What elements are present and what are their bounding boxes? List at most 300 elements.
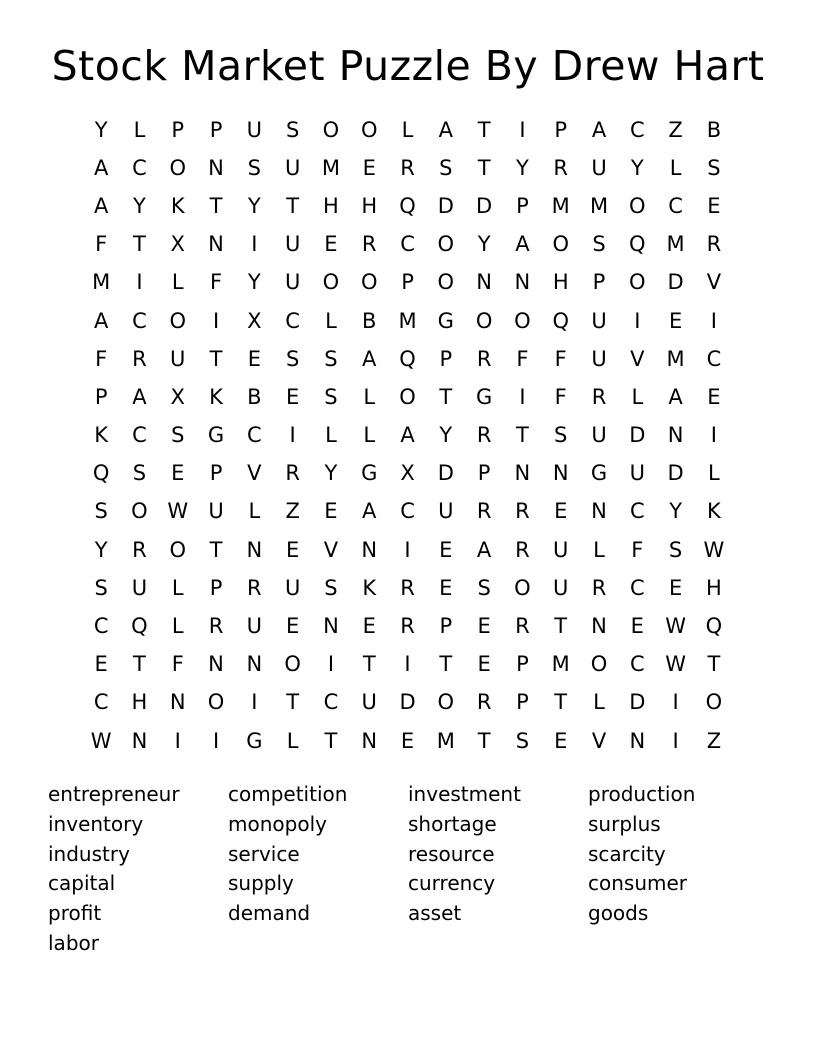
grid-cell[interactable]: S (94, 575, 108, 600)
grid-cell[interactable]: I (327, 652, 335, 677)
grid-cell[interactable]: Q (705, 614, 723, 639)
grid-cell[interactable]: O (169, 537, 186, 562)
grid-cell[interactable]: O (399, 384, 416, 409)
grid-cell[interactable]: H (706, 575, 722, 600)
grid-cell[interactable]: H (552, 270, 569, 295)
grid-cell[interactable]: A (93, 193, 109, 218)
grid-cell[interactable]: E (554, 728, 568, 753)
grid-cell[interactable]: O (169, 308, 186, 333)
grid-cell[interactable]: A (132, 384, 147, 409)
grid-cell[interactable]: R (706, 232, 722, 257)
grid-cell[interactable]: K (362, 575, 377, 600)
grid-cell[interactable]: S (285, 117, 300, 142)
grid-cell[interactable]: E (324, 499, 338, 524)
grid-cell[interactable]: M (398, 308, 417, 333)
grid-cell[interactable]: O (322, 117, 340, 142)
grid-cell[interactable]: R (515, 614, 530, 639)
grid-cell[interactable]: I (289, 423, 296, 448)
grid-cell[interactable]: I (519, 384, 526, 409)
grid-cell[interactable]: V (630, 346, 645, 371)
grid-cell[interactable]: R (476, 423, 492, 448)
grid-cell[interactable]: B (362, 308, 377, 333)
grid-cell[interactable]: W (665, 614, 686, 639)
grid-cell[interactable]: U (591, 346, 607, 371)
grid-cell[interactable]: Y (630, 155, 644, 180)
grid-cell[interactable]: E (477, 614, 491, 639)
grid-cell[interactable]: Y (94, 117, 108, 142)
grid-cell[interactable]: P (209, 461, 223, 486)
grid-cell[interactable]: P (439, 614, 453, 639)
grid-cell[interactable]: T (554, 690, 568, 715)
grid-cell[interactable]: A (668, 384, 683, 409)
grid-cell[interactable]: P (94, 384, 108, 409)
grid-cell[interactable]: U (284, 232, 301, 257)
grid-cell[interactable]: Q (629, 232, 646, 257)
grid-cell[interactable]: M (321, 155, 340, 180)
grid-cell[interactable]: T (439, 384, 453, 409)
grid-cell[interactable]: E (400, 728, 415, 753)
grid-cell[interactable]: W (90, 728, 112, 753)
grid-cell[interactable]: R (476, 346, 492, 371)
grid-cell[interactable]: E (630, 614, 644, 639)
grid-cell[interactable]: T (439, 652, 453, 677)
grid-cell[interactable]: S (592, 232, 606, 257)
grid-cell[interactable]: I (672, 690, 679, 715)
grid-cell[interactable]: I (519, 117, 526, 142)
grid-cell[interactable]: N (361, 728, 378, 753)
grid-cell[interactable]: O (360, 270, 378, 295)
grid-cell[interactable]: C (132, 308, 147, 333)
grid-cell[interactable]: U (246, 117, 263, 142)
grid-cell[interactable]: P (171, 117, 185, 142)
grid-cell[interactable]: T (477, 728, 491, 753)
grid-cell[interactable]: A (400, 423, 415, 448)
grid-cell[interactable]: S (247, 155, 261, 180)
grid-cell[interactable]: Q (131, 614, 148, 639)
grid-cell[interactable]: I (212, 728, 220, 753)
grid-cell[interactable]: Y (669, 499, 683, 524)
grid-cell[interactable]: F (516, 346, 529, 371)
grid-cell[interactable]: L (325, 423, 337, 448)
grid-cell[interactable]: O (360, 117, 378, 142)
grid-cell[interactable]: N (629, 728, 646, 753)
grid-cell[interactable]: Z (668, 117, 683, 142)
grid-cell[interactable]: E (554, 499, 568, 524)
grid-cell[interactable]: E (285, 537, 300, 562)
grid-cell[interactable]: P (554, 117, 568, 142)
grid-cell[interactable]: N (246, 537, 263, 562)
grid-cell[interactable]: S (554, 423, 568, 448)
grid-cell[interactable]: S (324, 384, 338, 409)
grid-cell[interactable]: A (591, 117, 607, 142)
grid-cell[interactable]: Y (516, 155, 529, 180)
grid-cell[interactable]: S (94, 499, 108, 524)
grid-cell[interactable]: M (666, 346, 685, 371)
grid-cell[interactable]: G (475, 384, 493, 409)
grid-cell[interactable]: L (631, 384, 644, 409)
grid-cell[interactable]: D (437, 193, 454, 218)
grid-cell[interactable]: N (591, 614, 607, 639)
grid-cell[interactable]: R (361, 232, 377, 257)
grid-cell[interactable]: C (706, 346, 722, 371)
grid-cell[interactable]: C (400, 232, 415, 257)
grid-cell[interactable]: N (208, 652, 224, 677)
grid-cell[interactable]: O (322, 270, 340, 295)
grid-cell[interactable]: K (209, 384, 223, 409)
grid-cell[interactable]: L (248, 499, 261, 524)
grid-cell[interactable]: C (285, 308, 300, 333)
grid-cell[interactable]: I (634, 308, 641, 333)
grid-cell[interactable]: T (477, 155, 491, 180)
grid-cell[interactable]: T (209, 193, 223, 218)
word-bank-item: inventory (48, 811, 144, 836)
grid-cell[interactable]: P (516, 652, 529, 677)
grid-cell[interactable]: E (477, 652, 491, 677)
word-bank-item: service (228, 841, 300, 866)
grid-cell[interactable]: M (666, 232, 685, 257)
grid-cell[interactable]: I (404, 652, 411, 677)
grid-cell[interactable]: P (516, 193, 529, 218)
grid-cell[interactable]: R (285, 461, 300, 486)
grid-cell[interactable]: Q (92, 461, 110, 486)
grid-cell[interactable]: F (554, 384, 567, 409)
grid-cell[interactable]: L (171, 270, 184, 295)
grid-cell[interactable]: T (286, 690, 300, 715)
grid-cell[interactable]: R (591, 575, 607, 600)
grid-cell[interactable]: O (514, 308, 531, 333)
grid-cell[interactable]: T (554, 614, 568, 639)
grid-cell[interactable]: N (591, 499, 607, 524)
grid-cell[interactable]: G (246, 728, 263, 753)
grid-cell[interactable]: S (285, 346, 300, 371)
grid-cell[interactable]: T (133, 232, 146, 257)
grid-cell[interactable]: E (247, 346, 261, 371)
grid-cell[interactable]: W (167, 499, 189, 524)
grid-cell[interactable]: Y (439, 423, 453, 448)
grid-cell[interactable]: L (401, 117, 414, 142)
grid-cell[interactable]: O (552, 232, 569, 257)
grid-cell[interactable]: A (438, 117, 453, 142)
grid-cell[interactable]: O (475, 308, 493, 333)
grid-cell[interactable]: D (629, 690, 646, 715)
grid-cell[interactable]: V (323, 537, 339, 562)
grid-cell[interactable]: A (362, 499, 377, 524)
grid-cell[interactable]: N (208, 232, 224, 257)
grid-cell[interactable]: P (439, 346, 453, 371)
grid-cell[interactable]: P (209, 575, 223, 600)
grid-cell[interactable]: M (436, 728, 455, 753)
grid-cell[interactable]: T (324, 728, 338, 753)
grid-cell[interactable]: O (131, 499, 148, 524)
word-bank-item: shortage (408, 811, 497, 836)
grid-cell[interactable]: R (132, 346, 147, 371)
grid-cell[interactable]: R (400, 614, 415, 639)
letter-grid (82, 111, 733, 760)
grid-cell[interactable]: Q (399, 193, 416, 218)
grid-cell[interactable]: S (132, 461, 147, 486)
grid-cell[interactable]: T (209, 537, 223, 562)
grid-cell[interactable]: S (668, 537, 683, 562)
grid-cell[interactable]: O (590, 652, 608, 677)
grid-cell[interactable]: U (438, 499, 454, 524)
grid-cell[interactable]: I (404, 537, 411, 562)
grid-cell[interactable]: K (707, 499, 721, 524)
grid-cell[interactable]: H (361, 193, 378, 218)
grid-cell[interactable]: L (133, 117, 146, 142)
grid-cell[interactable]: C (629, 652, 645, 677)
grid-cell[interactable]: I (212, 308, 220, 333)
grid-cell[interactable]: C (132, 423, 147, 448)
grid-cell[interactable]: E (707, 193, 721, 218)
grid-cell[interactable]: Y (133, 193, 146, 218)
grid-cell[interactable]: V (247, 461, 262, 486)
grid-cell[interactable]: E (324, 232, 338, 257)
grid-cell[interactable]: O (629, 193, 646, 218)
grid-cell[interactable]: L (171, 614, 184, 639)
grid-cell[interactable]: V (591, 728, 607, 753)
grid-cell[interactable]: F (95, 346, 108, 371)
grid-cell[interactable]: R (132, 537, 147, 562)
grid-cell[interactable]: C (629, 499, 645, 524)
grid-cell[interactable]: N (514, 461, 531, 486)
grid-cell[interactable]: A (476, 537, 492, 562)
word-bank-item: consumer (588, 871, 688, 896)
grid-cell[interactable]: T (516, 423, 529, 448)
word-bank-item: investment (408, 782, 521, 806)
grid-cell[interactable]: R (553, 155, 568, 180)
grid-cell[interactable]: P (401, 270, 414, 295)
grid-cell[interactable]: U (629, 461, 645, 486)
grid-cell[interactable]: P (516, 690, 529, 715)
grid-cell[interactable]: C (668, 193, 683, 218)
grid-cell[interactable]: Q (399, 346, 416, 371)
grid-cell[interactable]: B (706, 117, 722, 142)
grid-cell[interactable]: N (667, 423, 684, 448)
grid-cell[interactable]: A (515, 232, 530, 257)
grid-cell[interactable]: Q (552, 308, 569, 333)
grid-cell[interactable]: N (476, 270, 492, 295)
grid-cell[interactable]: C (93, 614, 109, 639)
grid-cell[interactable]: O (437, 270, 455, 295)
grid-cell[interactable]: N (552, 461, 569, 486)
grid-cell[interactable]: M (551, 193, 570, 218)
grid-cell[interactable]: S (171, 423, 185, 448)
grid-cell[interactable]: A (362, 346, 377, 371)
grid-cell[interactable]: G (590, 461, 608, 486)
grid-cell[interactable]: H (131, 690, 148, 715)
grid-cell[interactable]: P (209, 117, 223, 142)
grid-cell[interactable]: F (171, 652, 184, 677)
grid-cell[interactable]: O (514, 575, 531, 600)
grid-cell[interactable]: E (439, 537, 453, 562)
grid-cell[interactable]: Y (247, 193, 261, 218)
grid-cell[interactable]: C (132, 155, 147, 180)
grid-cell[interactable]: U (284, 270, 301, 295)
grid-cell[interactable]: G (437, 308, 454, 333)
grid-cell[interactable]: C (247, 423, 262, 448)
grid-cell[interactable]: H (323, 193, 339, 218)
grid-cell[interactable]: D (399, 690, 416, 715)
grid-cell[interactable]: C (629, 575, 645, 600)
grid-cell[interactable]: S (439, 155, 453, 180)
grid-cell[interactable]: U (553, 575, 569, 600)
grid-cell[interactable]: N (169, 690, 186, 715)
grid-cell[interactable]: M (589, 193, 609, 218)
grid-cell[interactable]: N (361, 537, 378, 562)
grid-cell[interactable]: V (706, 270, 722, 295)
grid-cell[interactable]: C (400, 499, 415, 524)
grid-cell[interactable]: A (93, 155, 109, 180)
grid-cell[interactable]: X (170, 384, 185, 409)
grid-cell[interactable]: F (554, 346, 567, 371)
grid-cell[interactable]: M (551, 652, 570, 677)
grid-cell[interactable]: E (668, 575, 683, 600)
grid-cell[interactable]: L (286, 728, 299, 753)
grid-cell[interactable]: P (592, 270, 606, 295)
grid-cell[interactable]: C (629, 117, 645, 142)
grid-cell[interactable]: I (174, 728, 181, 753)
grid-cell[interactable]: L (593, 690, 605, 715)
word-bank-item: currency (408, 871, 496, 896)
grid-cell[interactable]: U (170, 346, 186, 371)
grid-cell[interactable]: K (170, 193, 185, 218)
grid-cell[interactable]: Z (285, 499, 300, 524)
grid-cell[interactable]: D (476, 193, 493, 218)
grid-cell[interactable]: T (286, 193, 300, 218)
grid-cell[interactable]: E (285, 384, 300, 409)
grid-cell[interactable]: R (400, 575, 415, 600)
grid-cell[interactable]: N (323, 614, 339, 639)
grid-cell[interactable]: Z (706, 728, 722, 753)
grid-cell[interactable]: L (593, 537, 605, 562)
grid-cell[interactable]: E (668, 308, 683, 333)
grid-cell[interactable]: S (477, 575, 491, 600)
grid-cell[interactable]: I (672, 728, 679, 753)
grid-cell[interactable]: L (669, 155, 682, 180)
grid-cell[interactable]: U (591, 308, 607, 333)
grid-cell[interactable]: L (363, 423, 376, 448)
grid-cell[interactable]: Y (324, 461, 338, 486)
grid-cell[interactable]: S (324, 346, 338, 371)
grid-cell[interactable]: G (361, 461, 378, 486)
grid-cell[interactable]: S (707, 155, 721, 180)
grid-cell[interactable]: U (246, 614, 263, 639)
grid-cell[interactable]: E (362, 155, 376, 180)
grid-cell[interactable]: Y (247, 270, 261, 295)
grid-cell[interactable]: O (169, 155, 186, 180)
grid-cell[interactable]: U (284, 575, 301, 600)
grid-cell[interactable]: F (631, 537, 644, 562)
grid-cell[interactable]: N (131, 728, 148, 753)
grid-cell[interactable]: R (247, 575, 262, 600)
grid-cell[interactable]: U (591, 423, 607, 448)
grid-cell[interactable]: E (285, 614, 300, 639)
grid-cell[interactable]: P (477, 461, 491, 486)
grid-cell[interactable]: E (171, 461, 185, 486)
grid-cell[interactable]: E (94, 652, 108, 677)
grid-cell[interactable]: R (591, 384, 607, 409)
grid-cell[interactable]: S (515, 728, 530, 753)
grid-cell[interactable]: E (439, 575, 453, 600)
grid-cell[interactable]: A (93, 308, 109, 333)
grid-cell[interactable]: F (209, 270, 223, 295)
word-bank-item: goods (588, 901, 649, 926)
grid-cell[interactable]: L (363, 384, 376, 409)
grid-cell[interactable]: R (476, 499, 492, 524)
grid-cell[interactable]: T (707, 652, 721, 677)
grid-cell[interactable]: O (207, 690, 225, 715)
grid-cell[interactable]: O (629, 270, 646, 295)
grid-cell[interactable]: R (476, 690, 492, 715)
grid-cell[interactable]: U (208, 499, 224, 524)
grid-cell[interactable]: C (93, 690, 109, 715)
grid-cell[interactable]: Y (94, 537, 108, 562)
grid-cell[interactable]: I (710, 308, 717, 333)
grid-cell[interactable]: B (247, 384, 262, 409)
grid-cell[interactable]: U (361, 690, 377, 715)
grid-cell[interactable]: U (284, 155, 301, 180)
grid-cell[interactable]: R (208, 614, 224, 639)
grid-cell[interactable]: U (131, 575, 148, 600)
grid-cell[interactable]: I (251, 232, 258, 257)
grid-cell[interactable]: X (400, 461, 415, 486)
grid-cell[interactable]: I (710, 423, 717, 448)
grid-cell[interactable]: W (703, 537, 725, 562)
grid-cell[interactable]: E (362, 614, 376, 639)
grid-cell[interactable]: Y (477, 232, 491, 257)
grid-cell[interactable]: T (209, 346, 223, 371)
grid-cell[interactable]: L (708, 461, 720, 486)
grid-cell[interactable]: U (591, 155, 607, 180)
grid-cell[interactable]: R (515, 537, 530, 562)
grid-cell[interactable]: N (514, 270, 531, 295)
grid-cell[interactable]: C (323, 690, 339, 715)
grid-cell[interactable]: M (92, 270, 111, 295)
grid-cell[interactable]: D (667, 270, 684, 295)
word-bank-item: production (588, 782, 696, 806)
grid-cell[interactable]: O (705, 690, 723, 715)
grid-cell[interactable]: F (95, 232, 108, 257)
grid-cell[interactable]: K (94, 423, 109, 448)
grid-cell[interactable]: T (133, 652, 146, 677)
grid-cell[interactable]: L (171, 575, 184, 600)
grid-cell[interactable]: R (515, 499, 530, 524)
grid-cell[interactable]: D (437, 461, 454, 486)
grid-cell[interactable]: E (707, 384, 721, 409)
grid-cell[interactable]: I (136, 270, 143, 295)
grid-cell[interactable]: T (477, 117, 491, 142)
grid-cell[interactable]: O (284, 652, 301, 677)
grid-cell[interactable]: N (246, 652, 263, 677)
grid-cell[interactable]: S (324, 575, 338, 600)
grid-cell[interactable]: L (325, 308, 337, 333)
grid-cell[interactable]: N (208, 155, 224, 180)
word-bank-item: industry (48, 841, 130, 866)
grid-cell[interactable]: G (207, 423, 225, 448)
word-bank-item: competition (228, 782, 348, 806)
grid-cell[interactable]: X (247, 308, 262, 333)
grid-cell[interactable]: O (437, 232, 455, 257)
grid-cell[interactable]: U (553, 537, 569, 562)
grid-cell[interactable]: W (665, 652, 686, 677)
grid-cell[interactable]: T (362, 652, 376, 677)
grid-cell[interactable]: D (629, 423, 646, 448)
grid-cell[interactable]: D (667, 461, 684, 486)
grid-cell[interactable]: I (251, 690, 258, 715)
grid-cell[interactable]: O (437, 690, 455, 715)
grid-cell[interactable]: R (400, 155, 415, 180)
grid-cell[interactable]: X (170, 232, 185, 257)
